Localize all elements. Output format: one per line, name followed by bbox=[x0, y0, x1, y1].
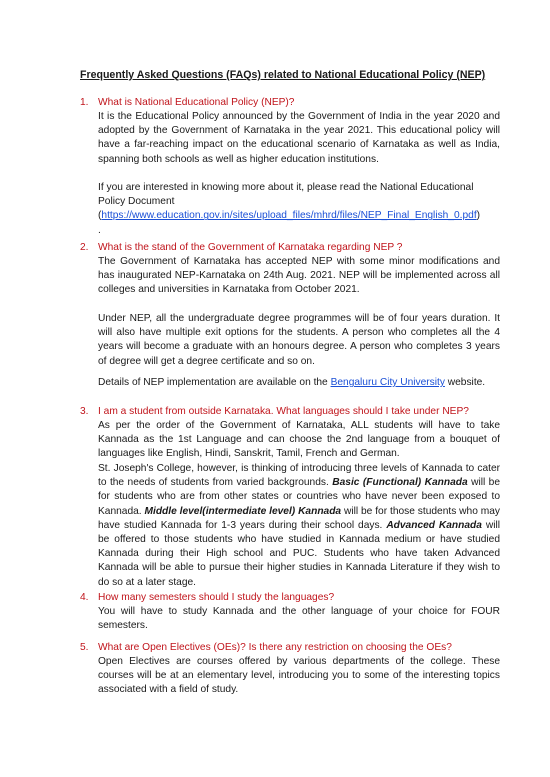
faq-1-document-note bbox=[98, 181, 500, 238]
question-text: I am a student from outside Karnataka. What languages should I take under NEP? bbox=[98, 406, 469, 417]
faq-number: 3. bbox=[80, 406, 89, 417]
paren-open: ( bbox=[98, 210, 102, 222]
kannada-levels-text: will be for students who are from other states or countries who have never been exposed to Kannada. bbox=[98, 477, 501, 517]
basic-kannada-label: Basic (Functional) Kannada bbox=[332, 477, 468, 489]
question-text: What is National Educational Policy (NEP)? bbox=[98, 97, 295, 108]
kannada-levels-text: will be offered to those students who have studied in Kannada medium or have studied Kannada during their High school and PUC. Students who have taken Advanced Kannada will be able to pursue their higher studies in Kannada Literature if they wish to do so at a later stage. bbox=[98, 519, 500, 588]
kannada-levels-text: will be for those students who may have studied Kannada for 1-3 years during their school days. bbox=[98, 505, 500, 531]
faq-2-degree-info: Under NEP, all the undergraduate degree programmes will be of four years duration. It will also have multiple exit options for the students. A person who completes all the 4 years will become a graduate with an honours degree. A person who completes 3 years of degree will get a degree certificate and so on. bbox=[98, 313, 500, 367]
question-text: What is the stand of the Government of Karnataka regarding NEP ? bbox=[98, 242, 403, 253]
advanced-kannada-label: Advanced Kannada bbox=[386, 519, 482, 531]
faq-number: 4. bbox=[80, 592, 89, 603]
faq-1-question bbox=[80, 96, 500, 110]
faq-3-kannada-levels bbox=[98, 462, 500, 590]
faq-number: 2. bbox=[80, 242, 89, 253]
faq-2-answer: The Government of Karnataka has accepted NEP with some minor modifications and has inaugurated NEP-Karnataka on 24th Aug. 2021. NEP will be implemented across all colleges and universities in Karnataka from October 2021. bbox=[98, 256, 500, 296]
faq-4-answer: You will have to study Kannada and the other language of your choice for FOUR semesters. bbox=[98, 606, 500, 632]
page-title: Frequently Asked Questions (FAQs) related to National Educational Policy (NEP) bbox=[80, 69, 486, 81]
faq-5-question bbox=[80, 641, 500, 655]
period: . bbox=[98, 224, 101, 236]
details-text-end: website. bbox=[444, 377, 486, 388]
faq-2-question bbox=[80, 241, 500, 255]
faq-3-answer: As per the order of the Government of Karnataka, ALL students will have to take Kannada as the 1st Language and can choose the 2nd language from a bouquet of languages like English, Hindi, Sanskrit, Tamil, French and German. bbox=[98, 420, 500, 460]
middle-kannada-label: Middle level(intermediate level) Kannada bbox=[144, 505, 342, 517]
faq-3-question bbox=[80, 405, 500, 419]
faq-5-answer: Open Electives are courses offered by various departments of the college. These courses will be at an elementary level, introducing you to some of the interesting topics associated with a field of study. bbox=[98, 656, 500, 696]
bengaluru-city-university-link[interactable]: Bengaluru City University bbox=[330, 377, 445, 388]
document-note-text: If you are interested in knowing more about it, please read the National Educational Policy Document bbox=[98, 182, 474, 208]
faq-number: 5. bbox=[80, 642, 89, 653]
question-text: How many semesters should I study the languages? bbox=[98, 592, 335, 603]
details-text: Details of NEP implementation are available on the bbox=[98, 377, 331, 388]
faq-number: 1. bbox=[80, 97, 89, 108]
paren-close: ) bbox=[476, 210, 481, 222]
faq-1-answer: It is the Educational Policy announced by the Government of India in the year 2020 and adopted by the Government of Karnataka in the year 2021. This educational policy will have a far-reaching impact on the educational scenario of Karnataka as well as India, spanning both schools as well as higher education institutions. bbox=[98, 111, 500, 165]
nep-document-link[interactable]: https://www.education.gov.in/sites/upload_files/mhrd/files/NEP_Final_English_0.pdf bbox=[101, 210, 477, 222]
question-text: What are Open Electives (OEs)? Is there any restriction on choosing the OEs? bbox=[98, 642, 452, 653]
kannada-levels-text: St. Joseph's College, however, is thinking of introducing three levels of Kannada to cater to the needs of students from varied backgrounds. bbox=[98, 463, 500, 489]
faq-4-question bbox=[80, 591, 500, 605]
faq-2-details bbox=[98, 376, 500, 390]
